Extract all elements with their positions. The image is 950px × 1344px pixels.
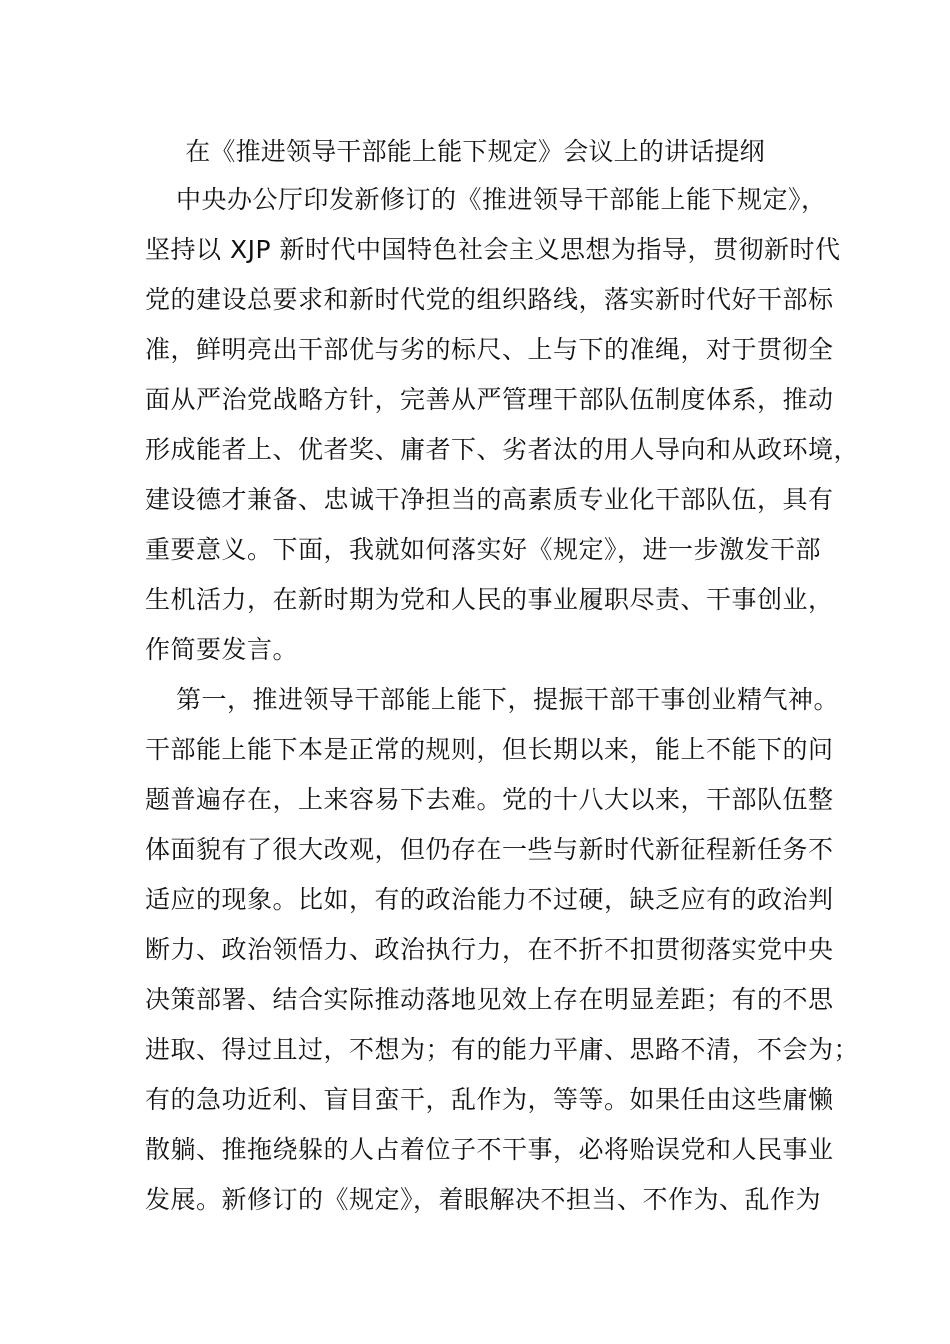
- paragraph-line: 体面貌有了很大改观，但仍存在一些与新时代新征程新任务不: [145, 835, 834, 864]
- paragraph-line: 重要意义。下面，我就如何落实好《规定》，进一步激发干部: [145, 535, 822, 564]
- paragraph-line: 生机活力，在新时期为党和人民的事业履职尽责、干事创业，: [145, 585, 834, 614]
- paragraph-line: 有的急功近利、盲目蛮干，乱作为，等等。如果任由这些庸懒: [145, 1085, 834, 1114]
- paragraph-line: 发展。新修订的《规定》，着眼解决不担当、不作为、乱作为: [145, 1185, 822, 1214]
- paragraph-line: 适应的现象。比如，有的政治能力不过硬，缺乏应有的政治判: [145, 885, 834, 914]
- paragraph-line: 准，鲜明亮出干部优与劣的标尺、上与下的准绳，对于贯彻全: [145, 335, 834, 364]
- paragraph-line: 散躺、推拖绕躲的人占着位子不干事，必将贻误党和人民事业: [145, 1135, 834, 1164]
- paragraph-line: 干部能上能下本是正常的规则，但长期以来，能上不能下的问: [145, 735, 834, 764]
- paragraph-line: 中央办公厅印发新修订的《推进领导干部能上能下规定》，: [176, 185, 827, 214]
- paragraph-line: 作简要发言。: [145, 635, 299, 664]
- paragraph-line: 题普遍存在，上来容易下去难。党的十八大以来，干部队伍整: [145, 785, 834, 814]
- paragraph-line: 建设德才兼备、忠诚干净担当的高素质专业化干部队伍，具有: [145, 485, 834, 514]
- paragraph-line: 决策部署、结合实际推动落地见效上存在明显差距；有的不思: [145, 985, 834, 1014]
- document-title: 在《推进领导干部能上能下规定》会议上的讲话提纲: [185, 137, 765, 166]
- paragraph-line: 断力、政治领悟力、政治执行力，在不折不扣贯彻落实党中央: [145, 935, 834, 964]
- paragraph-line: 党的建设总要求和新时代党的组织路线，落实新时代好干部标: [145, 285, 834, 314]
- paragraph-line: 形成能者上、优者奖、庸者下、劣者汰的用人导向和从政环境，: [145, 435, 860, 464]
- paragraph-line: 进取、得过且过，不想为；有的能力平庸、思路不清，不会为；: [145, 1035, 860, 1064]
- paragraph-line: 面从严治党战略方针，完善从严管理干部队伍制度体系，推动: [145, 385, 834, 414]
- paragraph-line: 第一，推进领导干部能上能下，提振干部干事创业精气神。: [176, 685, 840, 714]
- paragraph-line: 坚持以 XJP 新时代中国特色社会主义思想为指导，贯彻新时代: [145, 235, 841, 264]
